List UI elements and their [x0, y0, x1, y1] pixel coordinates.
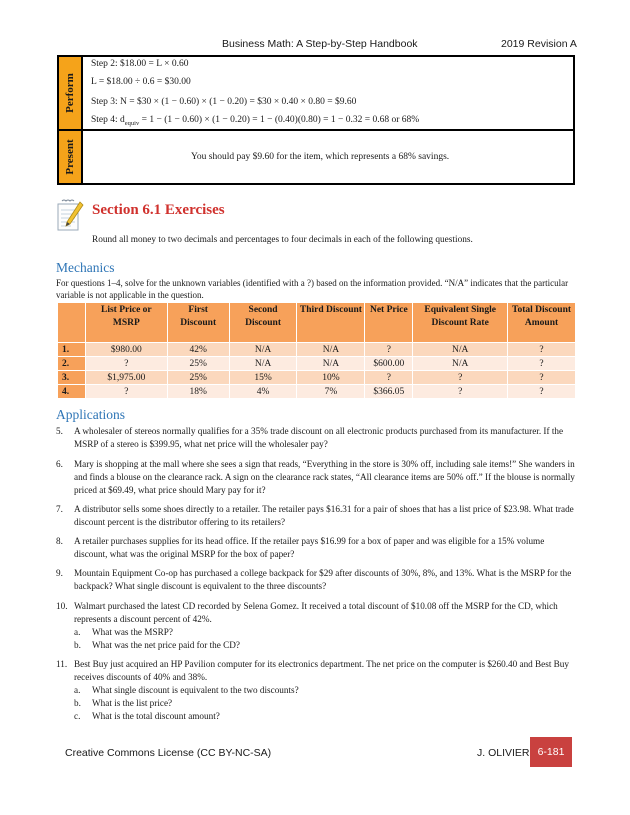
sub-text: What single discount is equivalent to the two discounts? [92, 685, 299, 695]
present-side-tab [59, 131, 83, 183]
cell-first-discount: 25% [167, 371, 229, 385]
step-4-subscript: equiv [124, 119, 140, 127]
page-number-badge: 6-181 [530, 737, 572, 767]
cell-third-discount: N/A [297, 343, 365, 357]
header-third-discount: Third Discount [297, 303, 365, 343]
row-number: 1. [58, 343, 86, 357]
sub-text: What is the list price? [92, 698, 173, 708]
question-number: 7. [56, 504, 63, 514]
question-text: A wholesaler of stereos normally qualifies for a 35% trade discount on all electronic products purchased from its manufacturer. If the MSRP of a stereo is $399.95, what net price will the wholesaler pay? [74, 426, 564, 449]
cell-total-discount: ? [508, 357, 576, 371]
footer-author: J. OLIVIER [477, 747, 530, 759]
cell-list-price: ? [85, 357, 167, 371]
header-net-price: Net Price [365, 303, 413, 343]
cell-net-price: ? [365, 343, 413, 357]
cell-net-price: $600.00 [365, 357, 413, 371]
footer-license: Creative Commons License (CC BY-NC-SA) [65, 747, 272, 759]
running-header-title: Business Math: A Step-by-Step Handbook [222, 38, 418, 50]
step-4-equation: = 1 − (1 − 0.60) × (1 − 0.20) = 1 − (0.40)(0.80) = 1 − 0.32 = 0.68 or 68% [139, 115, 420, 125]
cell-equivalent-rate: N/A [413, 357, 508, 371]
question-text: Mountain Equipment Co-op has purchased a college backpack for $29 after discounts of 30%, 8%, and 13%. What is the MSRP for the backpack? What single discount is equivalent to the three discounts? [74, 568, 572, 591]
step-3-line: Step 3: N = $30 × (1 − 0.60) × (1 − 0.20) = $30 × 0.40 × 0.80 = $9.60 [91, 97, 357, 107]
mechanics-intro: For questions 1–4, solve for the unknown variables (identified with a ?) based on the information provided. “N/A” indicates that the particular variable is not applicable in the question. [56, 278, 569, 300]
question-text: Walmart purchased the latest CD recorded by Selena Gomez. It received a total discount of $10.08 off the MSRP for the CD, which represents a discount percent of 42%. [74, 601, 558, 624]
cell-first-discount: 25% [167, 357, 229, 371]
cell-list-price: $980.00 [85, 343, 167, 357]
question-6 [56, 458, 576, 497]
list-price-line: L = $18.00 ÷ 0.6 = $30.00 [91, 77, 191, 87]
row-number: 2. [58, 357, 86, 371]
sub-letter: b. [74, 640, 81, 650]
cell-equivalent-rate: ? [413, 385, 508, 399]
question-text: A distributor sells some shoes directly to a retailer. The retailer pays $16.31 for a pair of shoes that has a list price of $23.98. What trade discount percent is the distributor offering to its retailers? [74, 504, 574, 527]
question-number: 11. [56, 659, 68, 669]
cell-second-discount: 4% [229, 385, 297, 399]
cell-second-discount: N/A [229, 343, 297, 357]
table-header-row [58, 303, 576, 343]
table-row [58, 357, 576, 371]
header-number [58, 303, 86, 343]
question-10 [56, 600, 576, 626]
section-title: Section 6.1 Exercises [92, 202, 225, 218]
present-box [57, 129, 575, 185]
cell-total-discount: ? [508, 371, 576, 385]
question-text: Best Buy just acquired an HP Pavilion computer for its electronics department. The net price on the computer is $260.40 and Best Buy receives discounts of 40% and 38%. [74, 659, 569, 682]
table-row [58, 385, 576, 399]
question-text: Mary is shopping at the mall where she sees a sign that reads, “Everything in the store is 30% off, including sale items!” She wanders in and finds a blouse on the clearance rack. A sign on the clearance rack states, “All clearance items are 50% off.” If the blouse is normally priced at $69.49, what price should Mary pay for it? [74, 459, 575, 495]
sub-text: What was the MSRP? [92, 627, 173, 637]
sub-letter: c. [74, 711, 81, 721]
perform-side-tab [59, 57, 83, 129]
cell-total-discount: ? [508, 343, 576, 357]
question-number: 6. [56, 459, 63, 469]
table-row [58, 343, 576, 357]
sub-letter: a. [74, 627, 81, 637]
row-number: 4. [58, 385, 86, 399]
section-instructions: Round all money to two decimals and percentages to four decimals in each of the following questions. [92, 235, 473, 245]
row-number: 3. [58, 371, 86, 385]
question-10-part-a [74, 626, 173, 639]
question-11-part-c [74, 710, 220, 723]
question-5 [56, 425, 576, 451]
sub-text: What is the total discount amount? [92, 711, 220, 721]
cell-equivalent-rate: N/A [413, 343, 508, 357]
step-4-prefix: Step 4: d [91, 115, 125, 125]
applications-heading: Applications [56, 407, 125, 422]
mechanics-heading: Mechanics [56, 260, 115, 275]
header-total-discount: Total Discount Amount [508, 303, 576, 343]
header-equivalent-rate: Equivalent Single Discount Rate [413, 303, 508, 343]
cell-second-discount: N/A [229, 357, 297, 371]
perform-box [57, 55, 575, 131]
question-9 [56, 567, 576, 593]
running-header-revision: 2019 Revision A [501, 38, 577, 50]
table-row [58, 371, 576, 385]
cell-third-discount: 10% [297, 371, 365, 385]
cell-net-price: $366.05 [365, 385, 413, 399]
question-text: A retailer purchases supplies for its head office. If the retailer pays $16.99 for a box of paper and was eligible for a 15% volume discount, what was the original MSRP for the box of paper? [74, 536, 545, 559]
question-10-part-b [74, 639, 240, 652]
mechanics-table [57, 302, 576, 399]
step-4-line [91, 115, 419, 127]
cell-list-price: $1,975.00 [85, 371, 167, 385]
cell-list-price: ? [85, 385, 167, 399]
header-second-discount: Second Discount [229, 303, 297, 343]
step-2-line: Step 2: $18.00 = L × 0.60 [91, 59, 189, 69]
question-11 [56, 658, 576, 684]
question-number: 10. [56, 601, 68, 611]
question-number: 9. [56, 568, 63, 578]
cell-third-discount: N/A [297, 357, 365, 371]
sub-text: What was the net price paid for the CD? [92, 640, 240, 650]
question-11-part-b [74, 697, 172, 710]
cell-equivalent-rate: ? [413, 371, 508, 385]
present-statement: You should pay $9.60 for the item, which represents a 68% savings. [191, 152, 450, 162]
question-7 [56, 503, 576, 529]
cell-first-discount: 42% [167, 343, 229, 357]
cell-total-discount: ? [508, 385, 576, 399]
notepad-pencil-icon [56, 198, 84, 232]
cell-second-discount: 15% [229, 371, 297, 385]
cell-third-discount: 7% [297, 385, 365, 399]
sub-letter: b. [74, 698, 81, 708]
sub-letter: a. [74, 685, 81, 695]
question-number: 8. [56, 536, 63, 546]
question-11-part-a [74, 684, 299, 697]
cell-first-discount: 18% [167, 385, 229, 399]
header-list-price: List Price or MSRP [85, 303, 167, 343]
question-number: 5. [56, 426, 63, 436]
question-8 [56, 535, 576, 561]
present-label: Present [64, 139, 76, 175]
header-first-discount: First Discount [167, 303, 229, 343]
perform-label: Perform [64, 73, 76, 113]
cell-net-price: ? [365, 371, 413, 385]
